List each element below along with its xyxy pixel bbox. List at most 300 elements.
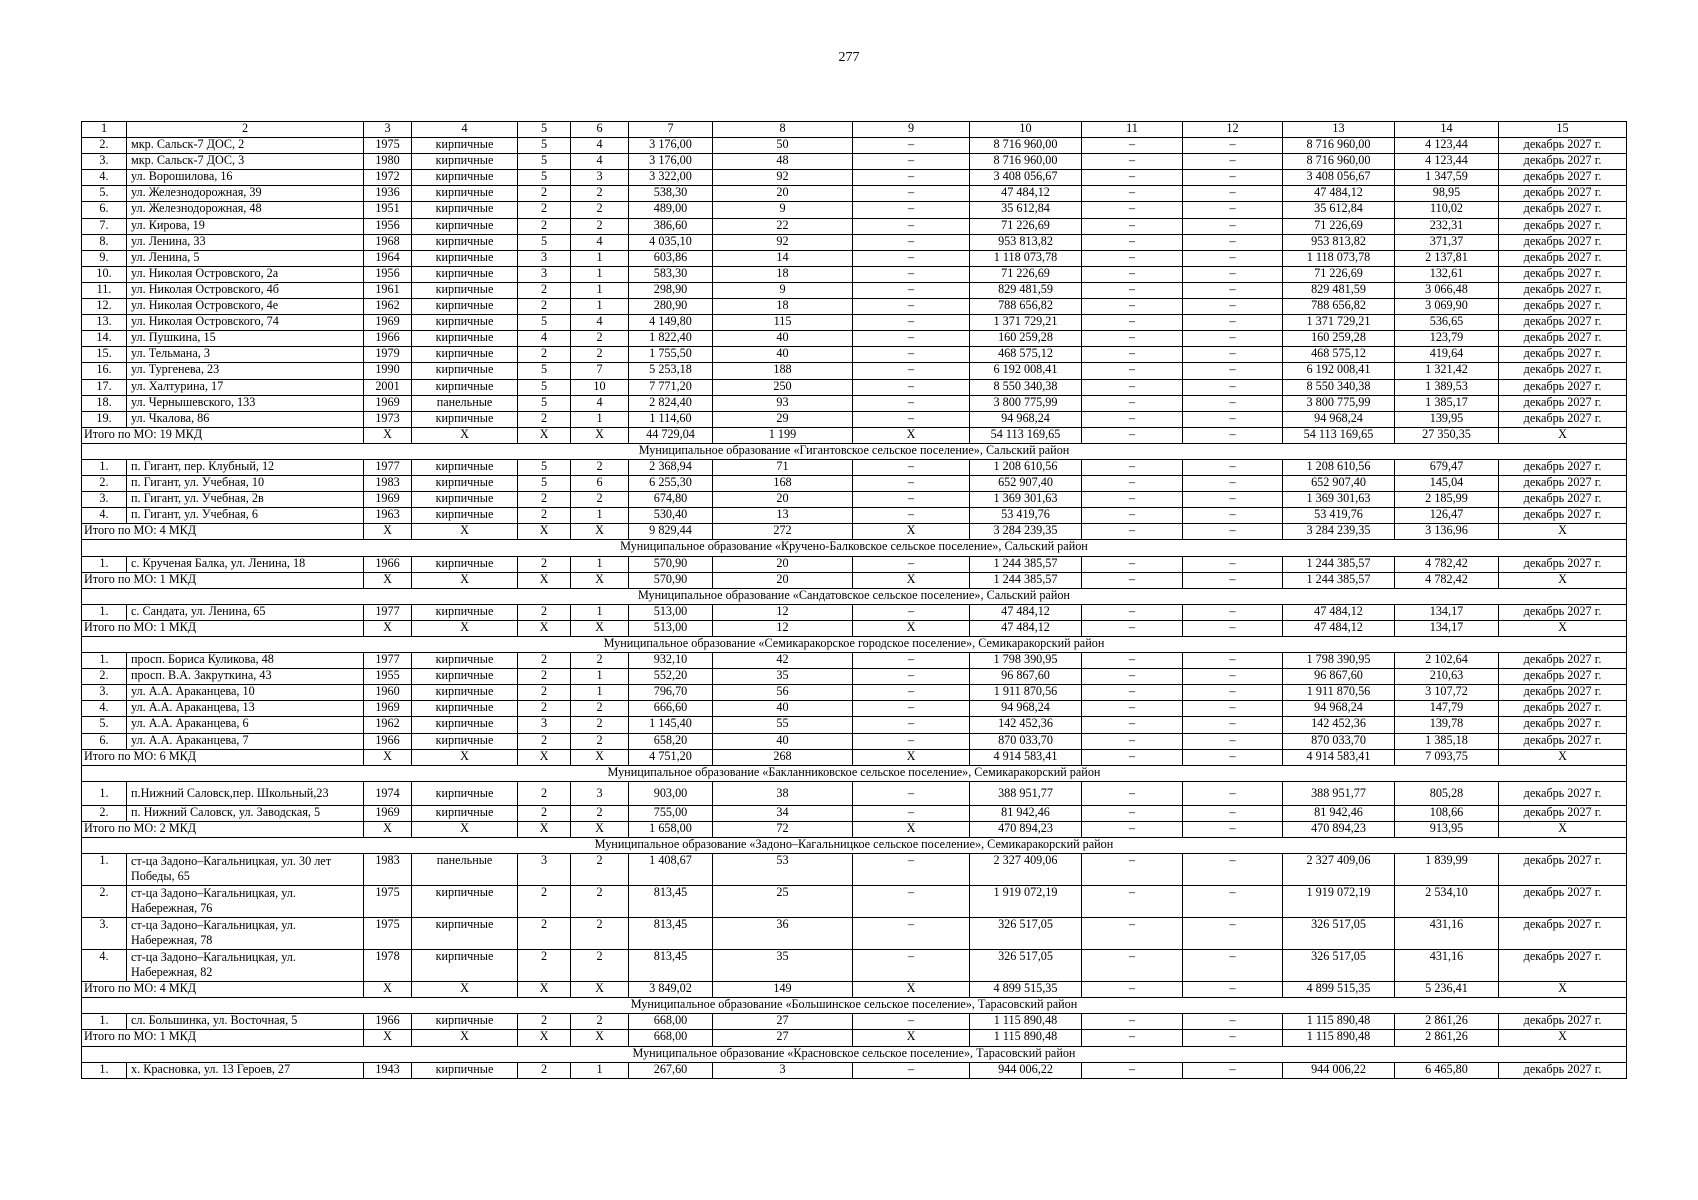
municipality-title: Муниципальное образование «Бакланниковское сельское поселение», Семикаракорский район — [82, 765, 1627, 781]
entrances: 2 — [571, 717, 629, 733]
wall-material: кирпичные — [412, 556, 518, 572]
cost-fund: 326 517,05 — [1283, 918, 1395, 950]
year-built: 1975 — [364, 138, 412, 154]
col-9: – — [853, 347, 970, 363]
total-value: X — [1499, 427, 1627, 443]
cost-per-sqm: 145,04 — [1395, 476, 1499, 492]
col-12: – — [1183, 854, 1283, 886]
row-number: 6. — [82, 202, 127, 218]
year-built: 1955 — [364, 669, 412, 685]
wall-material: кирпичные — [412, 476, 518, 492]
floors: 2 — [518, 950, 571, 982]
table-row — [82, 918, 1627, 950]
address: х. Красновка, ул. 13 Героев, 27 — [127, 1062, 364, 1078]
entrances: 1 — [571, 508, 629, 524]
column-number: 14 — [1395, 122, 1499, 138]
area: 1 822,40 — [629, 331, 713, 347]
col-12: – — [1183, 604, 1283, 620]
cost-per-sqm: 139,95 — [1395, 411, 1499, 427]
total-value: 9 829,44 — [629, 524, 713, 540]
deadline: декабрь 2027 г. — [1499, 918, 1627, 950]
total-value: X — [412, 620, 518, 636]
table-row — [82, 186, 1627, 202]
col-9: – — [853, 1014, 970, 1030]
wall-material: кирпичные — [412, 733, 518, 749]
cost-fund: 8 716 960,00 — [1283, 154, 1395, 170]
column-number: 4 — [412, 122, 518, 138]
entrances: 2 — [571, 653, 629, 669]
year-built: 1990 — [364, 363, 412, 379]
wall-material: панельные — [412, 395, 518, 411]
col-12: – — [1183, 459, 1283, 475]
cost-fund: 3 800 775,99 — [1283, 395, 1395, 411]
column-number: 2 — [127, 122, 364, 138]
col-9: – — [853, 379, 970, 395]
residents: 42 — [713, 653, 853, 669]
cost-per-sqm: 4 782,42 — [1395, 556, 1499, 572]
cost-per-sqm: 210,63 — [1395, 669, 1499, 685]
total-value: X — [571, 1030, 629, 1046]
cost-total: 8 716 960,00 — [970, 154, 1082, 170]
col-12: – — [1183, 1062, 1283, 1078]
cost-per-sqm: 1 385,17 — [1395, 395, 1499, 411]
total-value: X — [1499, 572, 1627, 588]
total-value: X — [571, 524, 629, 540]
residents: 40 — [713, 347, 853, 363]
table-row — [82, 669, 1627, 685]
wall-material: кирпичные — [412, 282, 518, 298]
cost-total: 870 033,70 — [970, 733, 1082, 749]
cost-fund: 47 484,12 — [1283, 186, 1395, 202]
table-row — [82, 556, 1627, 572]
cost-per-sqm: 3 107,72 — [1395, 685, 1499, 701]
deadline: декабрь 2027 г. — [1499, 331, 1627, 347]
residents: 22 — [713, 218, 853, 234]
col-11: – — [1082, 950, 1183, 982]
total-label: Итого по МО: 4 МКД — [82, 524, 364, 540]
residents: 48 — [713, 154, 853, 170]
cost-per-sqm: 1 385,18 — [1395, 733, 1499, 749]
cost-total: 94 968,24 — [970, 411, 1082, 427]
col-11: – — [1082, 805, 1183, 821]
area: 903,00 — [629, 781, 713, 805]
total-value: X — [853, 1030, 970, 1046]
total-value: X — [412, 572, 518, 588]
year-built: 1963 — [364, 508, 412, 524]
cost-fund: 326 517,05 — [1283, 950, 1395, 982]
floors: 2 — [518, 604, 571, 620]
residents: 168 — [713, 476, 853, 492]
cost-total: 953 813,82 — [970, 234, 1082, 250]
row-number: 11. — [82, 282, 127, 298]
residents: 250 — [713, 379, 853, 395]
cost-fund: 870 033,70 — [1283, 733, 1395, 749]
col-12: – — [1183, 250, 1283, 266]
column-number: 9 — [853, 122, 970, 138]
address: п. Гигант, ул. Учебная, 10 — [127, 476, 364, 492]
total-value: 4 914 583,41 — [1283, 749, 1395, 765]
total-value: 4 899 515,35 — [1283, 982, 1395, 998]
area: 668,00 — [629, 1014, 713, 1030]
area: 4 035,10 — [629, 234, 713, 250]
row-number: 5. — [82, 186, 127, 202]
entrances: 1 — [571, 669, 629, 685]
wall-material: кирпичные — [412, 805, 518, 821]
total-value: X — [364, 1030, 412, 1046]
col-12: – — [1183, 1014, 1283, 1030]
total-value: X — [853, 749, 970, 765]
year-built: 1956 — [364, 218, 412, 234]
total-value: 72 — [713, 821, 853, 837]
cost-fund: 1 115 890,48 — [1283, 1014, 1395, 1030]
total-value: 44 729,04 — [629, 427, 713, 443]
row-number: 6. — [82, 733, 127, 749]
deadline: декабрь 2027 г. — [1499, 202, 1627, 218]
row-number: 2. — [82, 138, 127, 154]
floors: 5 — [518, 138, 571, 154]
row-number: 14. — [82, 331, 127, 347]
total-value: X — [853, 524, 970, 540]
wall-material: кирпичные — [412, 154, 518, 170]
municipality-title: Муниципальное образование «Большинское сельское поселение», Тарасовский район — [82, 998, 1627, 1014]
municipality-header-row — [82, 443, 1627, 459]
col-11: – — [1082, 266, 1183, 282]
col-9: – — [853, 154, 970, 170]
total-value: X — [518, 524, 571, 540]
cost-per-sqm: 3 066,48 — [1395, 282, 1499, 298]
floors: 2 — [518, 1014, 571, 1030]
deadline: декабрь 2027 г. — [1499, 186, 1627, 202]
cost-total: 829 481,59 — [970, 282, 1082, 298]
floors: 2 — [518, 299, 571, 315]
total-value: X — [1499, 821, 1627, 837]
address: ул. Ленина, 33 — [127, 234, 364, 250]
table-row — [82, 282, 1627, 298]
residents: 188 — [713, 363, 853, 379]
col-12: – — [1183, 363, 1283, 379]
total-value: X — [364, 620, 412, 636]
entrances: 1 — [571, 1062, 629, 1078]
cost-per-sqm: 98,95 — [1395, 186, 1499, 202]
table-row — [82, 886, 1627, 918]
col-9: – — [853, 918, 970, 950]
table-row — [82, 717, 1627, 733]
table-row — [82, 138, 1627, 154]
table-row — [82, 411, 1627, 427]
table-row — [82, 604, 1627, 620]
year-built: 1964 — [364, 250, 412, 266]
total-value: X — [364, 572, 412, 588]
row-number: 1. — [82, 1014, 127, 1030]
col-12: – — [1183, 918, 1283, 950]
wall-material: кирпичные — [412, 250, 518, 266]
col-9: – — [853, 1062, 970, 1078]
cost-per-sqm: 2 137,81 — [1395, 250, 1499, 266]
cost-per-sqm: 4 123,44 — [1395, 138, 1499, 154]
address: ст-ца Задоно–Кагальницкая, ул. Набережная, 76 — [127, 886, 364, 918]
cost-per-sqm: 4 123,44 — [1395, 154, 1499, 170]
floors: 2 — [518, 669, 571, 685]
table-row — [82, 202, 1627, 218]
cost-fund: 35 612,84 — [1283, 202, 1395, 218]
cost-fund: 1 118 073,78 — [1283, 250, 1395, 266]
area: 552,20 — [629, 669, 713, 685]
col-9: – — [853, 950, 970, 982]
entrances: 2 — [571, 854, 629, 886]
cost-total: 1 919 072,19 — [970, 886, 1082, 918]
year-built: 1978 — [364, 950, 412, 982]
table-body — [82, 122, 1627, 1079]
deadline: декабрь 2027 г. — [1499, 476, 1627, 492]
year-built: 1943 — [364, 1062, 412, 1078]
total-value: 2 861,26 — [1395, 1030, 1499, 1046]
year-built: 1977 — [364, 653, 412, 669]
entrances: 2 — [571, 186, 629, 202]
residents: 9 — [713, 282, 853, 298]
col-11: – — [1082, 685, 1183, 701]
residents: 50 — [713, 138, 853, 154]
col-12: – — [1183, 411, 1283, 427]
residents: 14 — [713, 250, 853, 266]
total-value: – — [1082, 524, 1183, 540]
total-value: – — [1183, 821, 1283, 837]
floors: 2 — [518, 918, 571, 950]
cost-per-sqm: 536,65 — [1395, 315, 1499, 331]
cost-total: 326 517,05 — [970, 918, 1082, 950]
col-9: – — [853, 234, 970, 250]
entrances: 6 — [571, 476, 629, 492]
col-11: – — [1082, 282, 1183, 298]
table-row — [82, 1014, 1627, 1030]
total-value: 513,00 — [629, 620, 713, 636]
col-12: – — [1183, 733, 1283, 749]
wall-material: кирпичные — [412, 492, 518, 508]
address: с. Крученая Балка, ул. Ленина, 18 — [127, 556, 364, 572]
deadline: декабрь 2027 г. — [1499, 170, 1627, 186]
residents: 115 — [713, 315, 853, 331]
floors: 2 — [518, 492, 571, 508]
residents: 55 — [713, 717, 853, 733]
cost-fund: 1 371 729,21 — [1283, 315, 1395, 331]
residents: 71 — [713, 459, 853, 475]
total-value: 1 658,00 — [629, 821, 713, 837]
total-value: 3 136,96 — [1395, 524, 1499, 540]
table-row — [82, 508, 1627, 524]
page-number: 277 — [838, 50, 860, 65]
deadline: декабрь 2027 г. — [1499, 781, 1627, 805]
floors: 3 — [518, 854, 571, 886]
total-value: 54 113 169,65 — [970, 427, 1082, 443]
floors: 2 — [518, 202, 571, 218]
col-11: – — [1082, 556, 1183, 572]
row-number: 1. — [82, 459, 127, 475]
total-value: X — [412, 524, 518, 540]
address: ул. Тельмана, 3 — [127, 347, 364, 363]
table-row — [82, 395, 1627, 411]
entrances: 4 — [571, 395, 629, 411]
col-11: – — [1082, 202, 1183, 218]
col-12: – — [1183, 138, 1283, 154]
row-number: 4. — [82, 170, 127, 186]
total-value: 47 484,12 — [970, 620, 1082, 636]
address: ст-ца Задоно–Кагальницкая, ул. Набережная, 82 — [127, 950, 364, 982]
total-value: X — [571, 982, 629, 998]
col-9: – — [853, 476, 970, 492]
municipality-header-row — [82, 540, 1627, 556]
year-built: 1966 — [364, 331, 412, 347]
col-11: – — [1082, 886, 1183, 918]
total-value: 1 244 385,57 — [970, 572, 1082, 588]
entrances: 2 — [571, 701, 629, 717]
wall-material: кирпичные — [412, 604, 518, 620]
col-12: – — [1183, 556, 1283, 572]
cost-total: 944 006,22 — [970, 1062, 1082, 1078]
entrances: 4 — [571, 234, 629, 250]
col-12: – — [1183, 476, 1283, 492]
entrances: 3 — [571, 781, 629, 805]
address: ул. Николая Островского, 4б — [127, 282, 364, 298]
floors: 5 — [518, 476, 571, 492]
wall-material: кирпичные — [412, 170, 518, 186]
municipality-header-row — [82, 588, 1627, 604]
year-built: 1974 — [364, 781, 412, 805]
residents: 35 — [713, 950, 853, 982]
residents: 53 — [713, 854, 853, 886]
deadline: декабрь 2027 г. — [1499, 805, 1627, 821]
floors: 2 — [518, 508, 571, 524]
table-row — [82, 492, 1627, 508]
total-value: X — [571, 572, 629, 588]
total-value: 668,00 — [629, 1030, 713, 1046]
cost-total: 6 192 008,41 — [970, 363, 1082, 379]
cost-total: 160 259,28 — [970, 331, 1082, 347]
total-value: X — [364, 427, 412, 443]
col-9: – — [853, 805, 970, 821]
col-11: – — [1082, 411, 1183, 427]
area: 280,90 — [629, 299, 713, 315]
entrances: 1 — [571, 411, 629, 427]
entrances: 3 — [571, 170, 629, 186]
total-label: Итого по МО: 4 МКД — [82, 982, 364, 998]
deadline: декабрь 2027 г. — [1499, 508, 1627, 524]
total-value: X — [571, 427, 629, 443]
total-value: 12 — [713, 620, 853, 636]
col-9: – — [853, 733, 970, 749]
col-9: – — [853, 170, 970, 186]
year-built: 1969 — [364, 315, 412, 331]
address: ул. А.А. Араканцева, 6 — [127, 717, 364, 733]
cost-fund: 1 911 870,56 — [1283, 685, 1395, 701]
cost-total: 468 575,12 — [970, 347, 1082, 363]
entrances: 2 — [571, 805, 629, 821]
entrances: 2 — [571, 218, 629, 234]
area: 2 368,94 — [629, 459, 713, 475]
row-number: 13. — [82, 315, 127, 331]
floors: 5 — [518, 315, 571, 331]
col-12: – — [1183, 234, 1283, 250]
total-value: X — [1499, 524, 1627, 540]
col-11: – — [1082, 1014, 1183, 1030]
area: 570,90 — [629, 556, 713, 572]
total-value: – — [1082, 620, 1183, 636]
year-built: 1977 — [364, 459, 412, 475]
deadline: декабрь 2027 г. — [1499, 492, 1627, 508]
total-label: Итого по МО: 1 МКД — [82, 620, 364, 636]
year-built: 1975 — [364, 918, 412, 950]
column-number: 8 — [713, 122, 853, 138]
total-value: X — [518, 982, 571, 998]
table-row — [82, 1062, 1627, 1078]
floors: 2 — [518, 556, 571, 572]
residents: 18 — [713, 266, 853, 282]
deadline: декабрь 2027 г. — [1499, 886, 1627, 918]
deadline: декабрь 2027 г. — [1499, 299, 1627, 315]
col-11: – — [1082, 331, 1183, 347]
deadline: декабрь 2027 г. — [1499, 154, 1627, 170]
cost-fund: 1 208 610,56 — [1283, 459, 1395, 475]
residents: 18 — [713, 299, 853, 315]
total-value: X — [518, 572, 571, 588]
floors: 3 — [518, 717, 571, 733]
year-built: 1972 — [364, 170, 412, 186]
floors: 4 — [518, 331, 571, 347]
municipality-header-row — [82, 838, 1627, 854]
total-value: 570,90 — [629, 572, 713, 588]
cost-total: 94 968,24 — [970, 701, 1082, 717]
col-12: – — [1183, 717, 1283, 733]
table-row — [82, 685, 1627, 701]
year-built: 1983 — [364, 854, 412, 886]
floors: 5 — [518, 459, 571, 475]
row-number: 10. — [82, 266, 127, 282]
address: просп. В.А. Закруткина, 43 — [127, 669, 364, 685]
col-9: – — [853, 604, 970, 620]
residents: 20 — [713, 556, 853, 572]
address: п. Гигант, ул. Учебная, 2в — [127, 492, 364, 508]
cost-total: 53 419,76 — [970, 508, 1082, 524]
total-label: Итого по МО: 1 МКД — [82, 1030, 364, 1046]
cost-per-sqm: 139,78 — [1395, 717, 1499, 733]
cost-per-sqm: 110,02 — [1395, 202, 1499, 218]
row-number: 2. — [82, 669, 127, 685]
residents: 36 — [713, 918, 853, 950]
cost-per-sqm: 6 465,80 — [1395, 1062, 1499, 1078]
area: 513,00 — [629, 604, 713, 620]
entrances: 2 — [571, 886, 629, 918]
col-11: – — [1082, 395, 1183, 411]
wall-material: кирпичные — [412, 508, 518, 524]
total-value: 4 899 515,35 — [970, 982, 1082, 998]
column-number: 10 — [970, 122, 1082, 138]
table-row — [82, 170, 1627, 186]
col-11: – — [1082, 604, 1183, 620]
municipality-header-row — [82, 765, 1627, 781]
wall-material: кирпичные — [412, 234, 518, 250]
cost-fund: 8 716 960,00 — [1283, 138, 1395, 154]
col-11: – — [1082, 186, 1183, 202]
area: 666,60 — [629, 701, 713, 717]
table-row — [82, 234, 1627, 250]
row-number: 12. — [82, 299, 127, 315]
year-built: 1977 — [364, 604, 412, 620]
deadline: декабрь 2027 г. — [1499, 950, 1627, 982]
cost-fund: 652 907,40 — [1283, 476, 1395, 492]
total-row — [82, 427, 1627, 443]
total-value: 47 484,12 — [1283, 620, 1395, 636]
col-9: – — [853, 701, 970, 717]
address: ул. Ленина, 5 — [127, 250, 364, 266]
col-12: – — [1183, 202, 1283, 218]
